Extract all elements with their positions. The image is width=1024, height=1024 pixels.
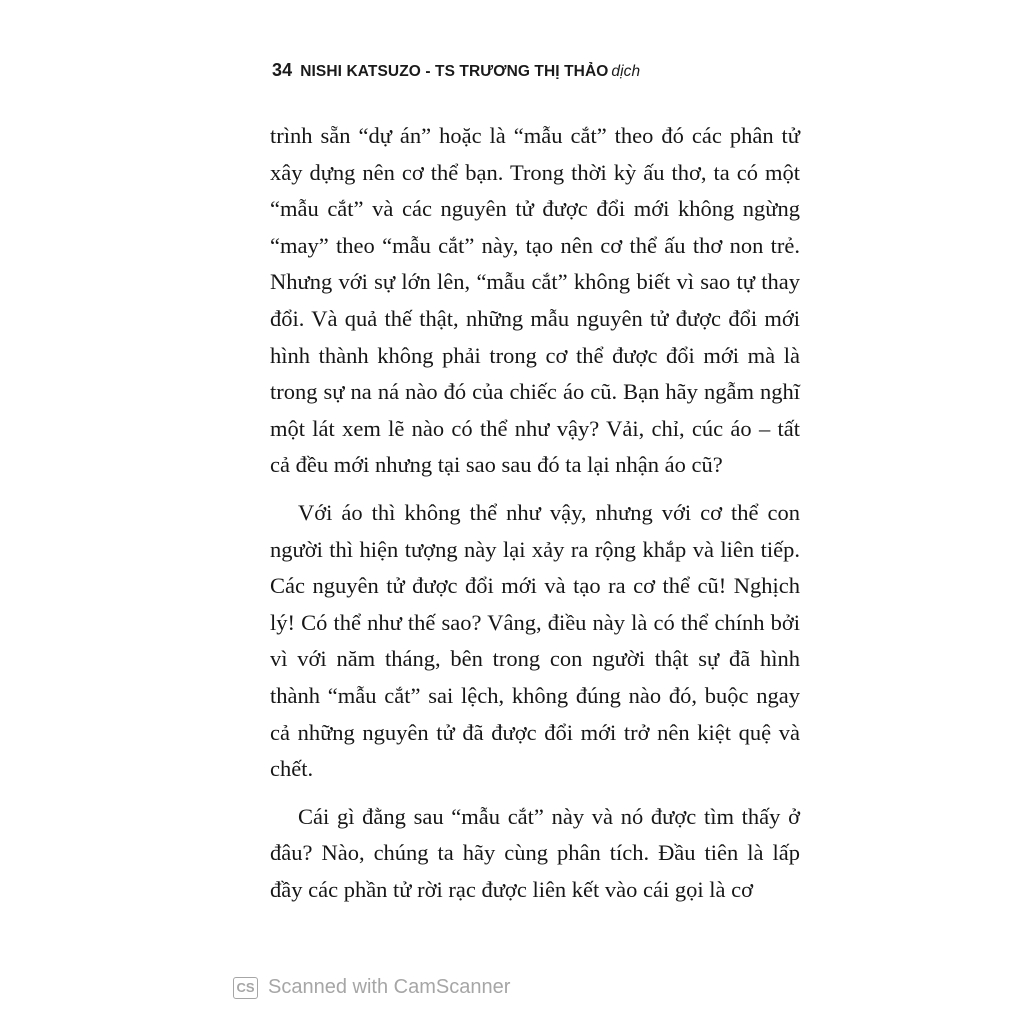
paragraph-2: Với áo thì không thể như vậy, nhưng với cơ thể con người thì hiện tượng này lại xảy ra rộng khắp và liên tiếp. Các nguyên tử được đổi mới và tạo ra cơ thể cũ! Nghịch lý! Có thể như thế sao? Vâng, điều này là có thể chính bởi vì với năm tháng, bên trong con người thật sự đã hình thành “mẫu cắt” sai lệch, không đúng nào đó, buộc ngay cả những nguyên tử đã được đổi mới trở nên kiệt quệ và chết. <box>270 499 800 782</box>
page-number: 34 <box>272 60 293 80</box>
camscanner-watermark <box>233 976 510 999</box>
paragraph-3: Cái gì đằng sau “mẫu cắt” này và nó được tìm thấy ở đâu? Nào, chúng ta hãy cùng phân tích. Đầu tiên là lấp đầy các phần tử rời rạc được liên kết vào cái gọi là cơ <box>270 803 800 902</box>
watermark-text: Scanned with CamScanner <box>268 976 511 998</box>
running-head <box>272 60 640 81</box>
paragraph-1: trình sẵn “dự án” hoặc là “mẫu cắt” theo đó các phân tử xây dựng nên cơ thể bạn. Trong thời kỳ ấu thơ, ta có một “mẫu cắt” và các nguyên tử được đổi mới không ngừng “may” theo “mẫu cắt” này, tạo nên cơ thể ấu thơ non trẻ. Nhưng với sự lớn lên, “mẫu cắt” không biết vì sao tự thay đổi. Và quả thế thật, những mẫu nguyên tử được đổi mới hình thành không phải trong cơ thể được đổi mới mà là trong sự na ná nào đó của chiếc áo cũ. Bạn hãy ngẫm nghĩ một lát xem lẽ nào có thể như vậy? Vải, chỉ, cúc áo – tất cả đều mới nhưng tại sao sau đó ta lại nhận áo cũ? <box>270 123 800 478</box>
body-text <box>270 118 800 908</box>
translator-role: dịch <box>611 63 641 80</box>
camscanner-logo-icon: CS <box>233 977 258 999</box>
author-translator-byline: NISHI KATSUZO - TS TRƯƠNG THỊ THẢO <box>300 63 609 80</box>
